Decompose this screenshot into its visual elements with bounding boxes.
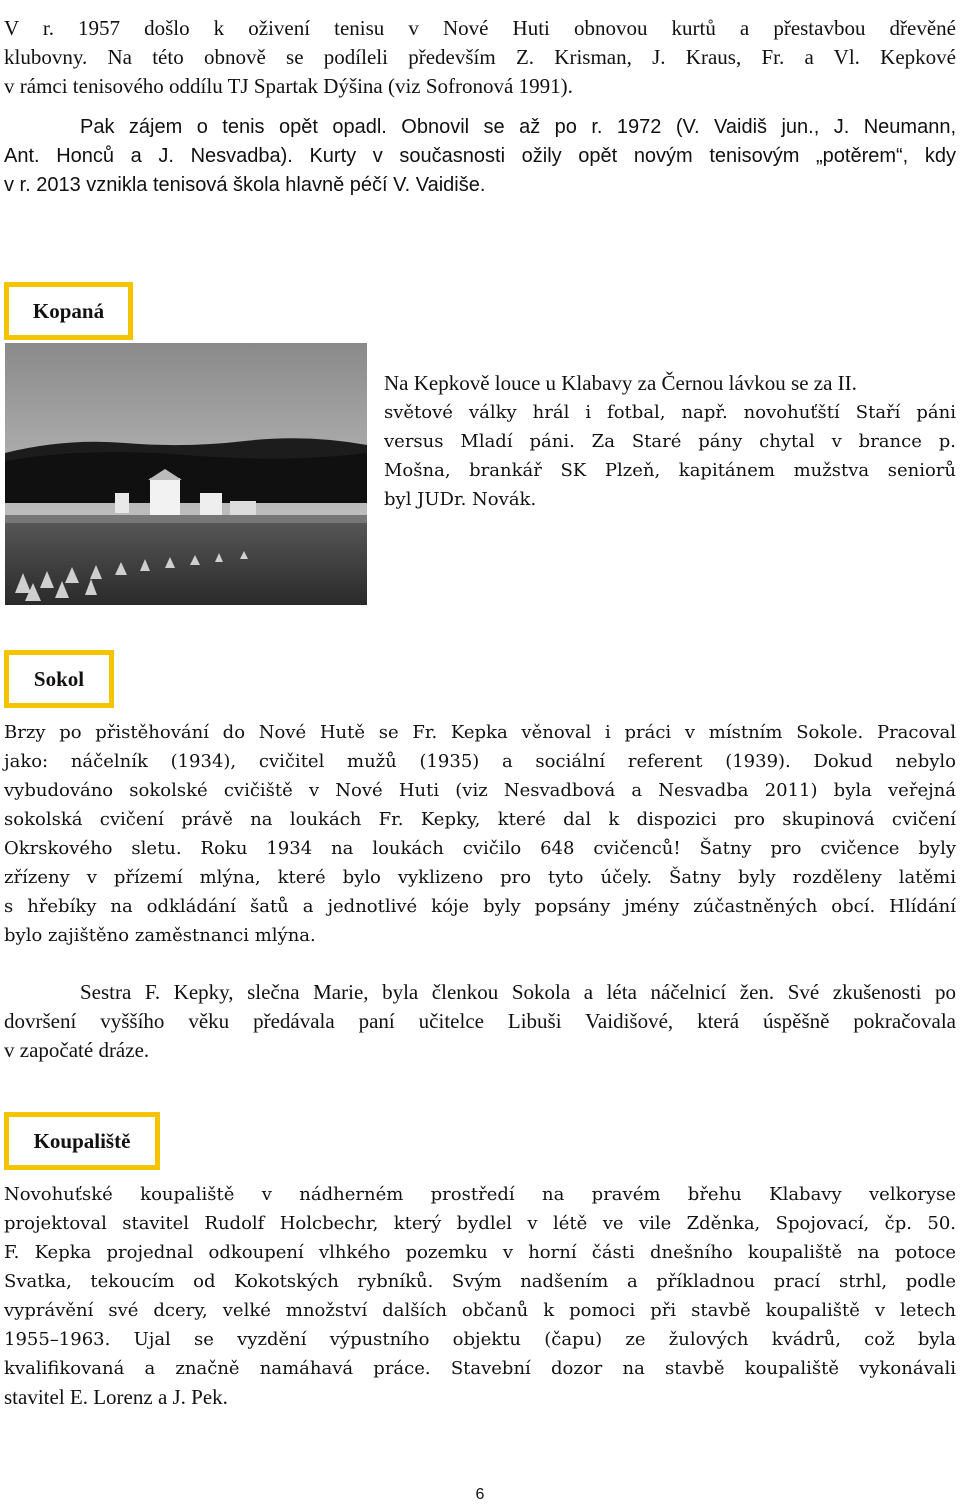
sokol-text-line: Brzy po přistěhování do Nové Hutě se Fr. Kepka věnoval i práci v místním Sokole. Pracoval	[4, 722, 956, 743]
koupaliste-text-line: Novohuťské koupaliště v nádherném prostředí na pravém břehu Klabavy velkoryse	[4, 1184, 956, 1205]
koupaliste-text-line: vyprávění své dcery, velké množství dalších občanů k pomoci při stavbě koupaliště v letech	[4, 1300, 956, 1321]
sokol-text-line: dovršení vyššího věku předávala paní učitelce Libuši Vaidišové, která úspěšně pokračovala	[4, 1009, 956, 1033]
kopana-heading-label: Kopaná	[32, 298, 105, 323]
sokol-heading-label: Sokol	[33, 666, 85, 691]
kopana-text-line: Na Kepkově louce u Klabavy za Černou lávkou se za II.	[384, 371, 857, 395]
koupaliste-text-line: 1955–1963. Ujal se vyzdění výpustního objektu (čapu) ze žulových kvádrů, což byla	[4, 1329, 956, 1350]
tennis-text-line: v rámci tenisového oddílu TJ Spartak Dýšina (viz Sofronová 1991).	[4, 74, 573, 98]
landscape-photo	[5, 343, 367, 605]
kopana-text-line: světové války hrál i fotbal, např. novohuťští Staří páni	[384, 402, 956, 423]
kopana-text-line: versus Mladí páni. Za Staré pány chytal v brance p.	[384, 431, 956, 452]
koupaliste-heading-label: Koupaliště	[33, 1128, 131, 1153]
koupaliste-text-line: stavitel E. Lorenz a J. Pek.	[4, 1385, 228, 1409]
landscape-photo-image	[5, 343, 367, 605]
koupaliste-text-line: projektoval stavitel Rudolf Holcbechr, který bydlel v létě ve vile Zděnka, Spojovací, čp. 50.	[4, 1213, 956, 1234]
kopana-text-line: byl JUDr. Novák.	[384, 489, 537, 510]
koupaliste-text-line: kvalifikovaná a značně namáhavá práce. Stavební dozor na stavbě koupaliště vykonávali	[4, 1358, 956, 1379]
sokol-text-line: Okrskového sletu. Roku 1934 na loukách cvičilo 648 cvičenců! Šatny pro cvičence byly	[4, 838, 956, 859]
koupaliste-text-line: F. Kepka projednal odkoupení vlhkého pozemku v horní části dnešního koupaliště na potoce	[4, 1242, 956, 1263]
sokol-text-line: sokolská cvičení právě na loukách Fr. Kepky, které dal k dispozici pro skupinová cvičení	[4, 809, 956, 830]
sokol-text-line: zřízeny v přízemí mlýna, které bylo vyklizeno pro tyto účely. Šatny byly rozděleny latěmi	[4, 867, 956, 888]
kopana-text-line: Mošna, brankář SK Plzeň, kapitánem mužstva seniorů	[384, 460, 956, 481]
sokol-text-line: v započaté dráze.	[4, 1038, 150, 1062]
sokol-text-line: jako: náčelník (1934), cvičitel mužů (1935) a sociální referent (1939). Dokud nebylo	[4, 751, 956, 772]
sokol-heading	[4, 650, 114, 708]
sokol-text-line: vybudováno sokolské cvičiště v Nové Huti (viz Nesvadbová a Nesvadba 2011) byla veřejná	[4, 780, 956, 801]
sokol-text-line: s hřebíky na odkládání šatů a jednotlivé kóje byly popsány jmény zúčastněných obcí. Hlídání	[4, 896, 956, 917]
sokol-text-line: Sestra F. Kepky, slečna Marie, byla členkou Sokola a léta náčelnicí žen. Své zkušenosti po	[80, 980, 956, 1004]
tennis-text-line: v r. 2013 vznikla tenisová škola hlavně péčí V. Vaidiše.	[4, 174, 486, 196]
tennis-text-line: Pak zájem o tenis opět opadl. Obnovil se až po r. 1972 (V. Vaidiš jun., J. Neumann,	[80, 116, 956, 138]
tennis-text-line: Ant. Honců a J. Nesvadba). Kurty v současnosti ožily opět novým tenisovým „potěrem“, kdy	[4, 145, 956, 167]
tennis-text-line: V r. 1957 došlo k oživení tenisu v Nové Huti obnovou kurtů a přestavbou dřevěné	[4, 16, 956, 40]
kopana-heading	[4, 282, 133, 340]
sokol-text-line: bylo zajištěno zaměstnanci mlýna.	[4, 925, 316, 946]
page-number: 6	[475, 1486, 485, 1503]
koupaliste-text-line: Svatka, tekoucím od Kokotských rybníků. Svým nadšením a příkladnou prací strhl, podle	[4, 1271, 956, 1292]
koupaliste-heading	[4, 1112, 160, 1170]
tennis-text-line: klubovny. Na této obnově se podíleli především Z. Krisman, J. Kraus, Fr. a Vl. Kepkové	[4, 45, 956, 69]
